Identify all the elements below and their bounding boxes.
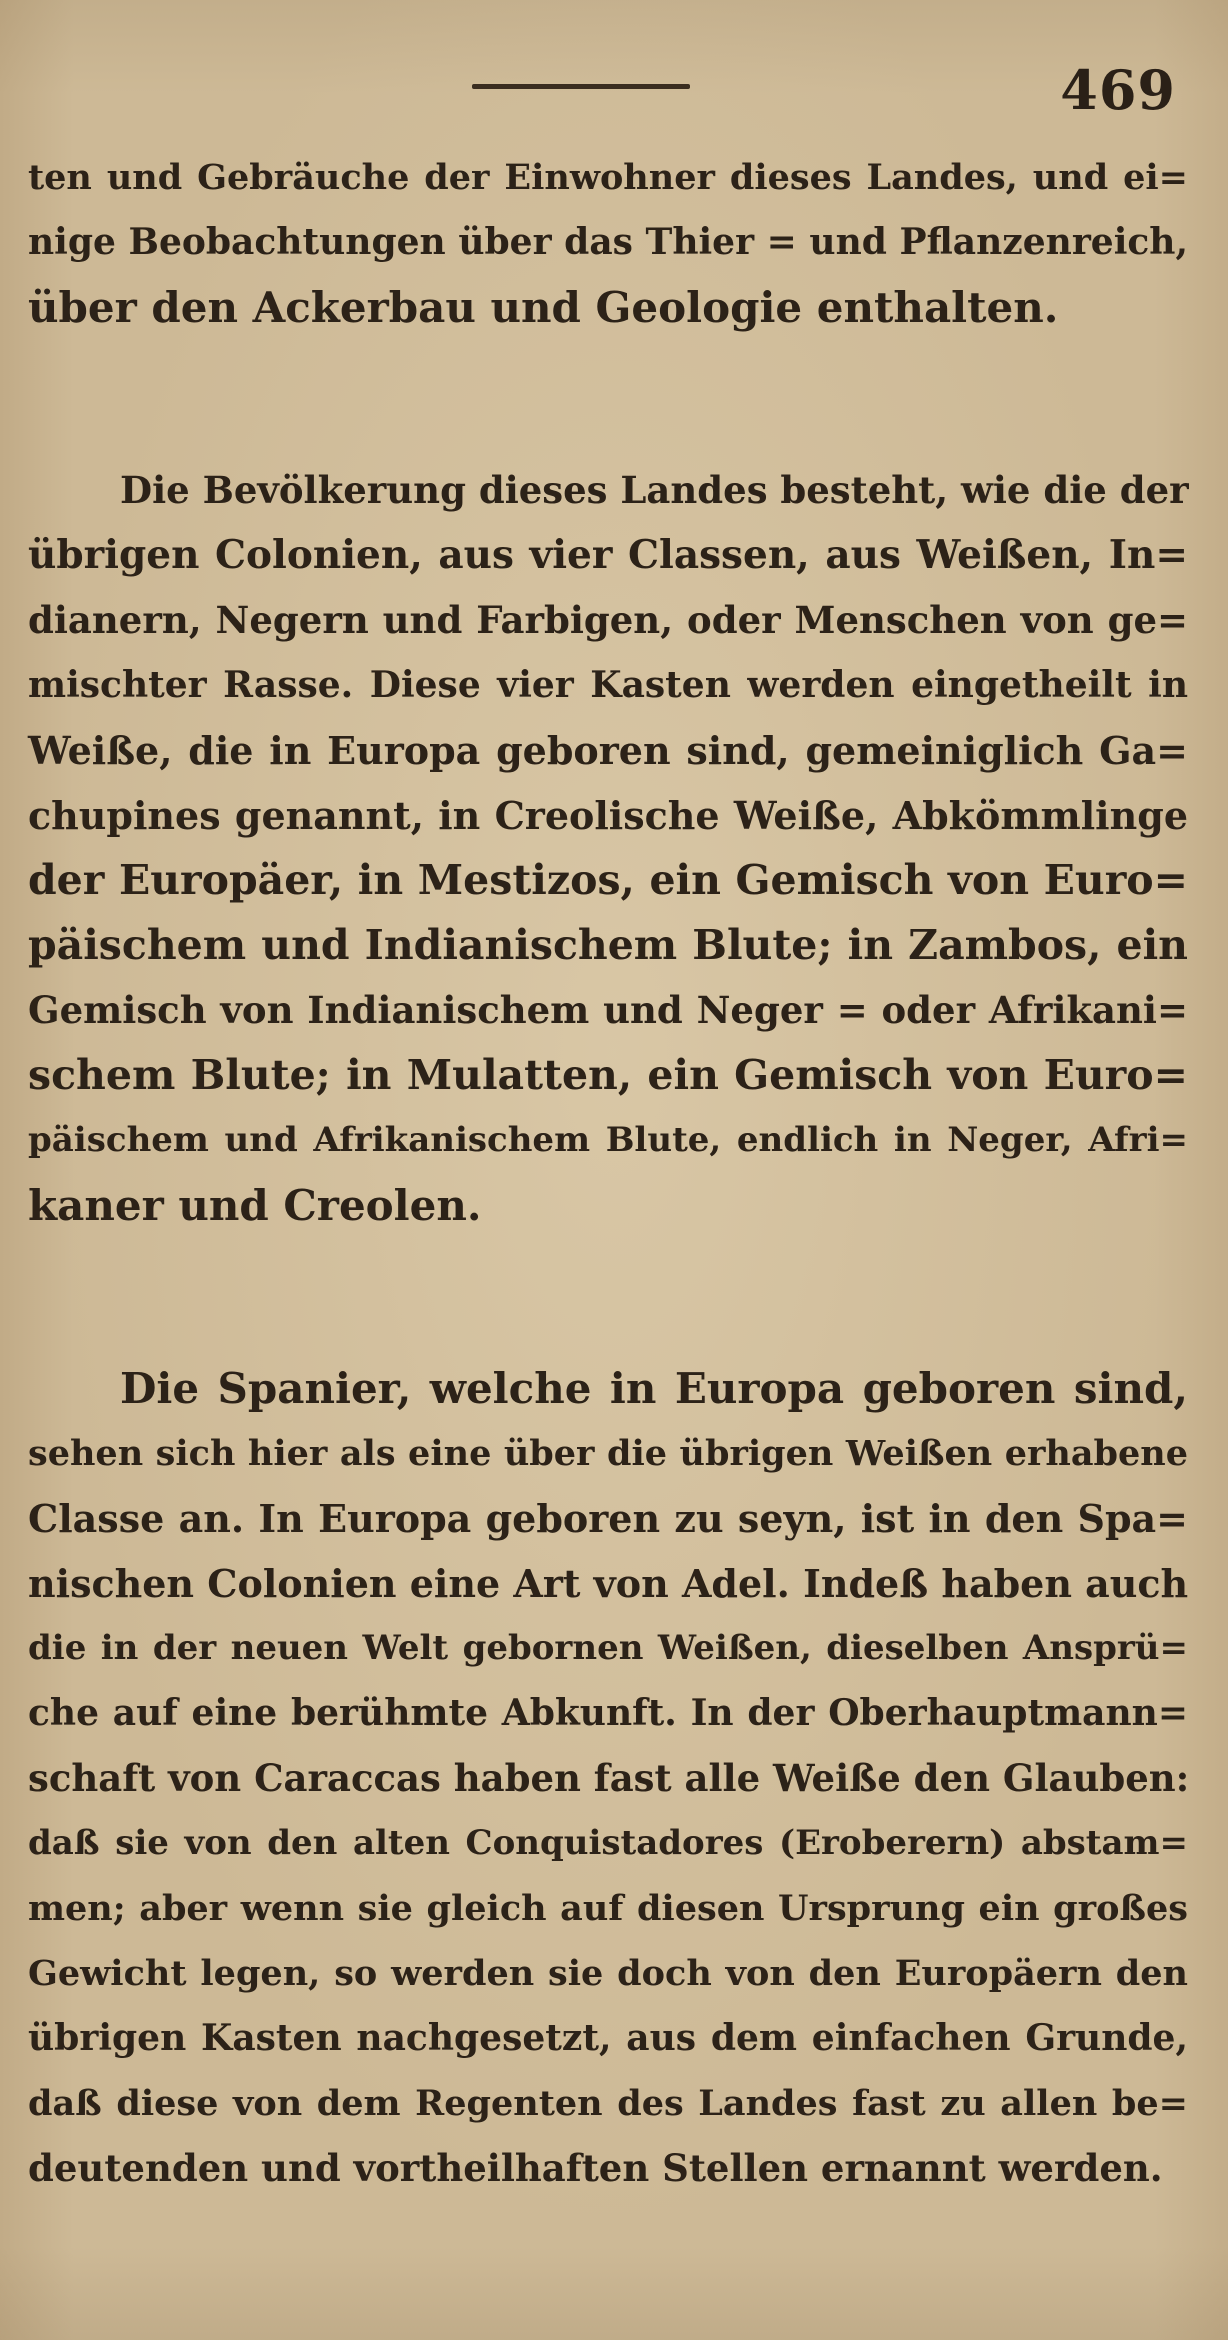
text-line: schem Blute; in Mulatten, ein Gemisch von Euro= [28,1051,1188,1099]
text-line: übrigen Kasten nachgesetzt, aus dem einfachen Grunde, [28,2017,1188,2059]
text-line: Gemisch von Indianischem und Neger = oder Afrikani= [28,988,1188,1032]
text-line: nige Beobachtungen über das Thier = und Pflanzenreich, [28,221,1188,263]
text-line: die in der neuen Welt gebornen Weißen, dieselben Ansprü= [28,1628,1188,1668]
text-line: sehen sich hier als eine über die übrigen Weißen erhabene [28,1433,1188,1474]
text-line: ten und Gebräuche der Einwohner dieses Landes, und ei= [28,157,1188,198]
text-line: schaft von Caraccas haben fast alle Weiße den Glauben: [28,1756,1190,1800]
text-line: über den Ackerbau und Geologie enthalten. [28,283,1059,332]
text-line: kaner und Creolen. [28,1181,482,1230]
text-line: dianern, Negern und Farbigen, oder Menschen von ge= [28,598,1188,642]
text-line: daß diese von dem Regenten des Landes fast zu allen be= [28,2083,1188,2124]
text-line: daß sie von den alten Conquistadores (Eroberern) abstam= [28,1823,1188,1863]
text-line: Classe an. In Europa geboren zu seyn, ist in den Spa= [28,1496,1188,1541]
paragraph-gap [28,340,1188,458]
text-line: Weiße, die in Europa geboren sind, gemeiniglich Ga= [28,728,1188,773]
text-line: che auf eine berühmte Abkunft. In der Oberhauptmann= [28,1692,1188,1734]
header-rule [472,84,690,89]
text-line: päischem und Afrikanischem Blute, endlich in Neger, Afri= [28,1120,1188,1160]
text-line: nischen Colonien eine Art von Adel. Indeß haben auch [28,1561,1189,1606]
page-number: 469 [1060,58,1176,122]
text-line: Gewicht legen, so werden sie doch von den Europäern den [28,1953,1188,1994]
text-line: übrigen Colonien, aus vier Classen, aus Weißen, In= [28,532,1188,578]
text-line: der Europäer, in Mestizos, ein Gemisch von Euro= [28,856,1188,904]
text-line: Die Bevölkerung dieses Landes besteht, wie die der [120,468,1189,512]
text-line: päischem und Indianischem Blute; in Zambos, ein [28,921,1188,969]
text-line: men; aber wenn sie gleich auf diesen Ursprung ein großes [28,1888,1188,1929]
text-line: Die Spanier, welche in Europa geboren sind, [120,1364,1188,1413]
paragraph-gap [28,1238,1188,1356]
text-line: deutenden und vortheilhaften Stellen ernannt werden. [28,2146,1163,2190]
text-line: mischter Rasse. Diese vier Kasten werden eingetheilt in [28,664,1188,706]
text-line: chupines genannt, in Creolische Weiße, Abkömmlinge [28,793,1188,838]
body-text [28,145,1188,2201]
